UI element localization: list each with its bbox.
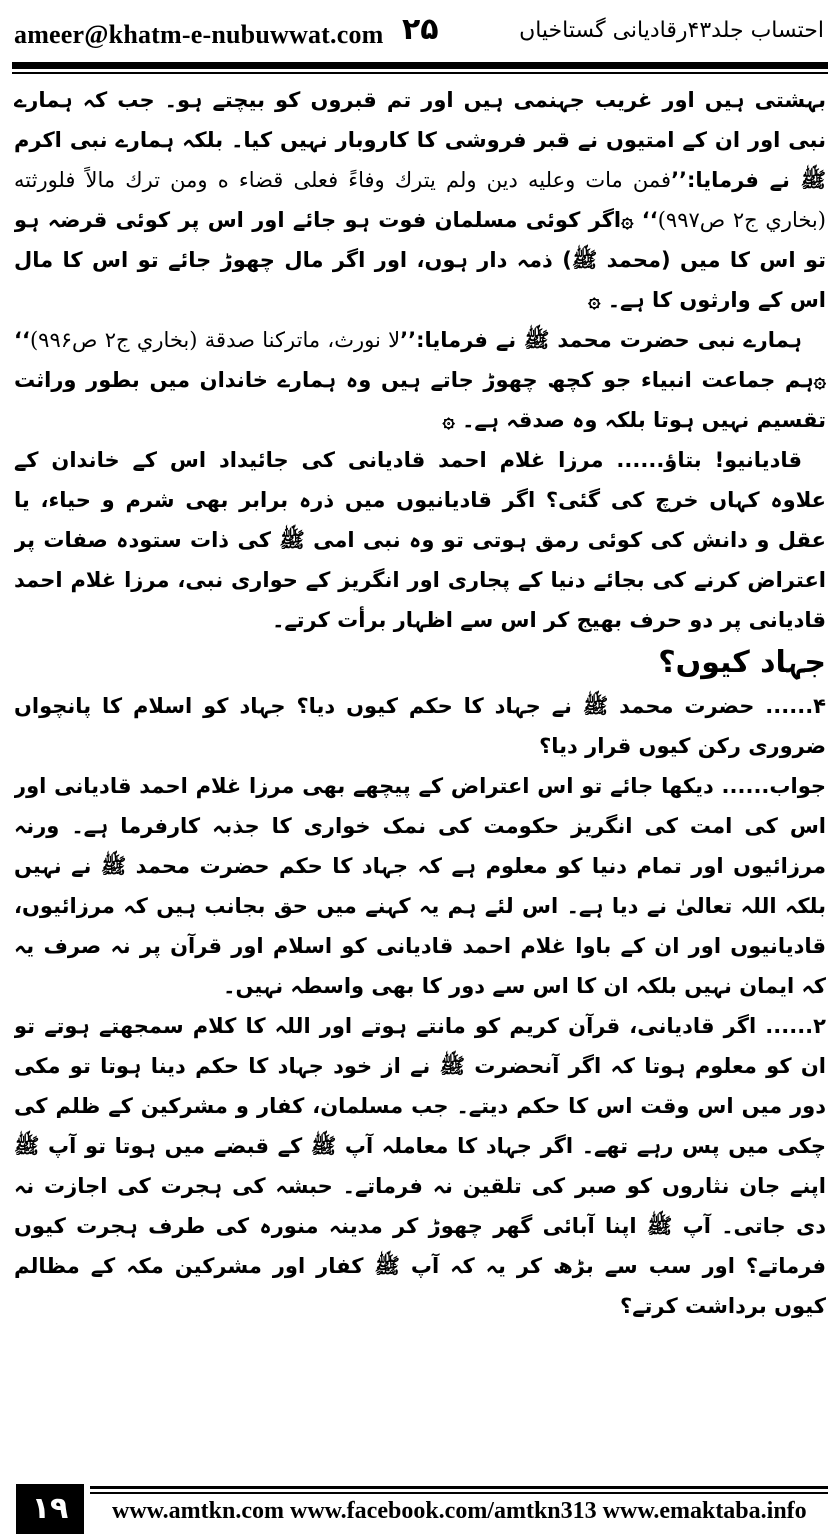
page-header <box>0 0 840 62</box>
question-4: ۴...... حضرت محمد ﷺ نے جہاد کا حکم کیوں دیا؟ جہاد کو اسلام کا پانچواں ضروری رکن کیوں قرار دیا؟ <box>14 694 826 758</box>
paragraph-3: قادیانیو! بتاؤ...... مرزا غلام احمد قادیانی کی جائیداد اس کے خاندان کے علاوہ کہاں خرچ کی گئی؟ اگر قادیانیوں میں ذرہ برابر بھی شرم و حیاء، یا عقل و دانش کی کوئی رمق ہوتی تو وہ نبی امی ﷺ کی ذات ستودہ صفات پر اعتراض کرنے کی بجائے دنیا کے پجاری اور انگریز کے حواری نبی، مرزا غلام احمد قادیانی پر دو حرف بھیج کر اس سے اظہار برأت کرتے۔ <box>14 448 826 632</box>
page-body <box>14 80 826 1460</box>
header-book-title: احتساب جلد۴۳رقادیانی گستاخیاں <box>519 18 824 43</box>
section-heading: جہاد کیوں؟ <box>658 645 826 680</box>
hadith-arabic-2: لا نورث، ماترکنا صدقة (بخاري ج۲ ص۹۹۶) <box>29 328 401 352</box>
header-rule-thick <box>12 62 828 69</box>
footer-urls: www.amtkn.com www.facebook.com/amtkn313 www.emaktaba.info <box>112 1498 807 1524</box>
paragraph-1-text: بہشتی ہیں اور غریب جہنمی ہیں اور تم قبروں کو بیچتے ہو۔ جب کہ ہمارے نبی اور ان کے امتیوں نے قبر فروشی کا کاروبار نہیں کیا۔ بلکہ ہمارے نبی اکرم ﷺ نے فرمایا:’’ <box>14 88 826 192</box>
header-rule-thin <box>12 72 828 74</box>
point-2-paragraph: ۲...... اگر قادیانی، قرآن کریم کو مانتے ہوتے اور اللہ کا کلام سمجھتے ہوتے تو ان کو معلوم ہوتا کہ اگر آنحضرت ﷺ نے از خود جہاد کا حکم دینا ہوتا تو مکی دور میں اس وقت اس کا حکم دیتے۔ جب مسلمان، کفار و مشرکین کے ظلم کی چکی میں پس رہے تھے۔ اگر جہاد کا معاملہ آپ ﷺ کے قبضے میں ہوتا تو آپ ﷺ اپنے جان نثاروں کو صبر کی تلقین نہ فرماتے۔ حبشہ کی ہجرت کی اجازت نہ دی جاتی۔ آپ ﷺ اپنا آبائی گھر چھوڑ کر مدینہ منورہ کی طرف ہجرت کیوں فرماتے؟ اور سب سے بڑھ کر یہ کہ آپ ﷺ کفار اور مشرکین مکہ کے مظالم کیوں برداشت کرتے؟ <box>14 1014 826 1318</box>
paragraph-2 <box>14 320 826 440</box>
paragraph-1 <box>14 80 826 320</box>
footer-page-number: ۱۹ <box>16 1484 84 1534</box>
header-email: ameer@khatm-e-nubuwwat.com <box>14 20 384 49</box>
paragraph-2-intro: ہمارے نبی حضرت محمد ﷺ نے فرمایا:’’ <box>400 328 802 352</box>
footer-rule-thick <box>90 1486 828 1489</box>
footer-rule-thin <box>90 1492 828 1494</box>
header-page-number: ۲۵ <box>402 12 439 47</box>
answer-paragraph: جواب...... دیکھا جائے تو اس اعتراض کے پیچھے بھی مرزا غلام احمد قادیانی اور اس کی امت کی انگریز حکومت کی نمک خواری کا جذبہ کارفرما ہے۔ ورنہ مرزائیوں اور تمام دنیا کو معلوم ہے کہ جہاد کا حکم حضرت محمد ﷺ نے نہیں بلکہ اللہ تعالیٰ نے دیا ہے۔ اس لئے ہم یہ کہنے میں حق بجانب ہیں کہ مرزائیوں، قادیانیوں اور ان کے باوا غلام احمد قادیانی کو اسلام اور قرآن پر نہ صرف یہ کہ ایمان نہیں بلکہ ان کا اس سے دور کا بھی واسطہ نہیں۔ <box>14 774 826 998</box>
paragraph-2-translation: ‘‘ ۞ہم جماعت انبیاء جو کچھ چھوڑ جاتے ہیں وہ ہمارے خاندان میں بطور وراثت تقسیم نہیں ہوتا بلکہ وہ صدقہ ہے۔ ۞ <box>14 328 826 432</box>
paragraph-1-translation: ‘‘ ۞اگر کوئی مسلمان فوت ہو جائے اور اس پر کوئی قرضہ ہو تو اس کا میں (محمد ﷺ) ذمہ دار ہوں، اور اگر مال چھوڑ جائے تو اس کا مال اس کے وارثوں کا ہے۔ ۞ <box>14 208 826 312</box>
page-footer <box>0 1478 840 1540</box>
hadith-arabic-1: فمن مات وعليه دين ولم يترك وفاءً فعلى قضاء ه ومن ترك مالاً فلورثته (بخاري ج۲ ص۹۹۷) <box>14 168 826 232</box>
